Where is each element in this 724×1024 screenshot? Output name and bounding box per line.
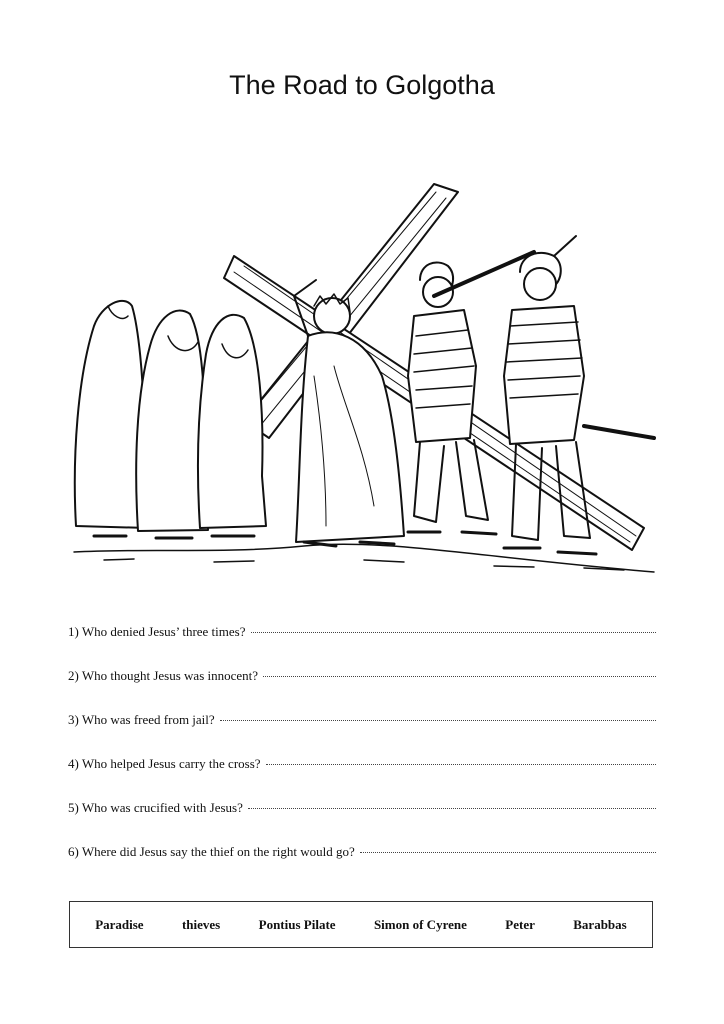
- question-text: 3) Who was freed from jail?: [68, 712, 215, 727]
- answer-line[interactable]: [266, 764, 656, 765]
- question-text: 6) Where did Jesus say the thief on the right would go?: [68, 844, 355, 859]
- road-to-golgotha-illustration: [64, 176, 660, 580]
- word-bank-item: Paradise: [95, 916, 144, 932]
- word-bank-item: Peter: [505, 916, 535, 932]
- word-bank-item: Simon of Cyrene: [373, 916, 467, 932]
- question-text: 1) Who denied Jesus’ three times?: [68, 624, 246, 639]
- page-title: The Road to Golgotha: [229, 70, 495, 100]
- answer-line[interactable]: [263, 676, 656, 677]
- word-bank-item: Barabbas: [573, 916, 627, 932]
- question-text: 5) Who was crucified with Jesus?: [68, 800, 243, 815]
- mourning-women-figures: [75, 301, 266, 538]
- question-row: [68, 844, 656, 888]
- question-list: [68, 624, 656, 888]
- word-bank-item: Pontius Pilate: [258, 916, 336, 932]
- question-text: 4) Who helped Jesus carry the cross?: [68, 756, 261, 771]
- answer-line[interactable]: [360, 852, 656, 853]
- ground-line: [74, 544, 654, 572]
- answer-line[interactable]: [220, 720, 656, 721]
- question-row: [68, 800, 656, 844]
- word-bank-item: thieves: [181, 916, 221, 932]
- question-row: [68, 624, 656, 668]
- question-row: [68, 756, 656, 800]
- answer-line[interactable]: [251, 632, 657, 633]
- question-text: 2) Who thought Jesus was innocent?: [68, 668, 259, 683]
- question-row: [68, 668, 656, 712]
- word-bank-box: [69, 901, 653, 948]
- answer-line[interactable]: [248, 808, 656, 809]
- question-row: [68, 712, 656, 756]
